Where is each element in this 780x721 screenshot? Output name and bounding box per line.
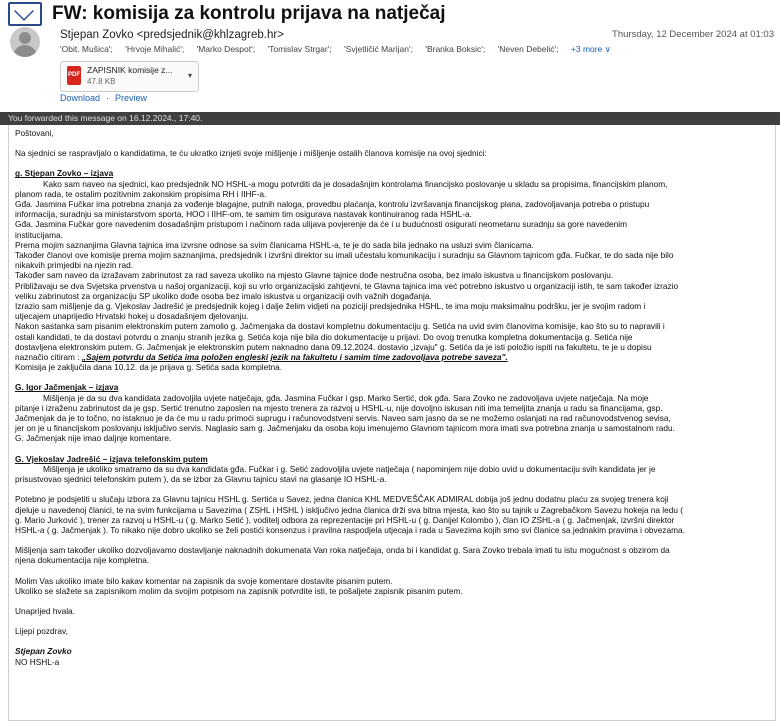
body-line: Mišljenja je ukoliko smatramo da su dva kandidata gđa. Fučkar i g. Setić zadovoljila uvjete natječaja ( napominjem nije dobio uvid u dokumentaciju svih kandidata jer je bbox=[43, 463, 656, 474]
message-header bbox=[0, 0, 780, 115]
body-line: Ukoliko se slažete sa zapisnikom molim da svojim potpisom na zapisnik potvrdite isti, te pošaljete zapisnik pisanim putem. bbox=[15, 585, 463, 596]
body-line: Nakon sastanka sam pisanim elektronskim putem zamolio g. Jačmenjaka da dostavi kompletnu dokumentaciju g. Setića na uvid svim članovima komisije, kao što su to napravili i bbox=[15, 321, 665, 332]
envelope-icon bbox=[8, 2, 42, 26]
forwarded-notice: You forwarded this message on 16.12.2024., 17:40. bbox=[0, 112, 780, 125]
body-line: Gđa. Jasmina Fučkar gore navedenim dosadašnjim pristupom i načinom rada ulijava povjerenje da će i u budućnosti osigurati neometanu suradnju sa gore navedenim bbox=[15, 219, 628, 230]
body-line: utjecajem unaprijedio Hrvatski hokej u dosadašnjem djelovanju. bbox=[15, 311, 249, 322]
section-heading: G. Igor Jačmenjak – izjava bbox=[15, 382, 119, 393]
body-line: Potebno je podsjetiti u slučaju izbora za Glavnu tajnicu HSHL g. Sertića u Savez, jedna članica KHL MEDVEŠČAK ADMIRAL dobija još jednu dodatnu plaću za svojeg trenera koji bbox=[15, 494, 669, 505]
body-line: veliku zabrinutost za organizaciju SP ukoliko dođe osoba bez imalo iskustva u organizaciji ovih važnih događanja. bbox=[15, 290, 432, 301]
recipient[interactable]: 'Branka Boksic'; bbox=[425, 44, 486, 54]
body-line: Jačmenjak da je to točno, no istaknuo je da će mu u radu primoći suprugu i računovodstveni servis. Naveo sam jasno da se ne možemo oslanjati na rad računovodstvenog sevisa, bbox=[15, 413, 671, 424]
body-line: Gđa. Jasmina Fučkar ima potrebna znanja za vođenje blagajne, putnih naloga, provedbu plaćanja, kontrolu izvršavanja financijskog plana, zadovoljavanja potreba o pristupu bbox=[15, 199, 650, 210]
sender-address[interactable]: Stjepan Zovko <predsjednik@khlzagreb.hr> bbox=[60, 29, 284, 41]
recipient[interactable]: 'Tomislav Strgar'; bbox=[267, 44, 332, 54]
body-line: Također članovi ove komisije prema mojim saznanjima, predsjednik i izvršni direktor su imali učestalu komunikaciju i suradnju sa Glavnom tajnicom gđa. Fučkar, te do sada nije bilo bbox=[15, 250, 674, 261]
recipient-list bbox=[60, 44, 621, 55]
attachment-name: ZAPISNIK komisije z... bbox=[87, 65, 173, 75]
more-recipients-link[interactable]: +3 more ∨ bbox=[570, 44, 611, 54]
body-line: G. Jačmenjak nije imao daljnje komentare. bbox=[15, 433, 172, 444]
body-line: Izrazio sam mišljenje da g. Vjekoslav Jadrešić je predsjednik kojeg i dalje želim vidjeti na poziciji predsjednika HSHL, te ima moju maksimalnu podršku, jer je svojim radom i bbox=[15, 301, 646, 312]
message-body bbox=[8, 125, 776, 721]
regards-line: Lijepi pozdrav, bbox=[15, 626, 68, 637]
body-line: ostali kandidati, te da dostavi potvrdu o znanju stranih jezika g. Setića koja nije bila dio dokumentacije u prijavi. Do ovog trenutka kompletna dokumentacija g. Setića nije bbox=[15, 331, 633, 342]
body-line: informacija, suradnju sa ministarstvom sporta, HOO i IIHF-om, te samim tim osigurava nastavak kontinuiranog rada HSHL-a. bbox=[15, 209, 472, 220]
body-line: prisustvovao sjednici telefonskim putem ), da se izbor za Glavnu tajnicu stavi na glasanje IO HSHL-a. bbox=[15, 474, 387, 485]
recipient[interactable]: 'Hrvoje Mihalić'; bbox=[125, 44, 185, 54]
attachment-actions bbox=[60, 93, 153, 103]
recipient[interactable]: 'Neven Debelić'; bbox=[497, 44, 559, 54]
body-line: nikakvih primjedbi na njezin rad. bbox=[15, 260, 134, 271]
body-line: Komisija je zaključila dana 10.12. da je prijava g. Setića sada kompletna. bbox=[15, 362, 283, 373]
body-line: g. Mario Jurković ), trener za razvoj u HSHL-u ( g. Marko Setić ), voditelj odbora za reprezentacije pri HSHL-u ( g. Danijel Kolombo ), član IO ZSHL-a ( g. Jačmenjak, izvršni direktor bbox=[15, 514, 675, 525]
section-heading: G. Vjekoslav Jadrešić – izjava telefonskim putem bbox=[15, 453, 208, 464]
section-heading: g. Stjepan Zovko – izjava bbox=[15, 168, 114, 179]
body-line: Mišljenja je da su dva kandidata zadovoljila uvjete natječaja, gđa. Jasmina Fučkar i gsp. Marko Sertić, dok gđa. Sara Zovko ne zadovoljava uvjete natječaja. Na moje bbox=[43, 392, 649, 403]
body-line: jer on je u financijskom poslovanju isključivo servis. Naglasio sam g. Jačmenjaku da osoba koju imenujemo Glavnom tajnicom mora imati sva potrebna znanja u samostalnom radu. bbox=[15, 423, 675, 434]
body-line: planom rada, te ostalim pozitivnim zakonskim propisima RH i IIHF-a. bbox=[15, 188, 267, 199]
quote-prefix: naznačio citiram : bbox=[15, 352, 82, 363]
avatar-shoulders bbox=[13, 45, 37, 57]
quoted-statement: „Sajem potvrdu da Setića ima položen engleski jezik na fakultetu i samim time zadovoljava potrebe saveza". bbox=[81, 352, 508, 363]
thanks-line: Unaprijed hvala. bbox=[15, 605, 75, 616]
quote-line bbox=[15, 352, 769, 362]
recipient[interactable]: 'Svjetličić Marijan'; bbox=[344, 44, 413, 54]
recipient[interactable]: 'Marko Despot'; bbox=[196, 44, 256, 54]
attachment-card[interactable] bbox=[60, 61, 199, 92]
pdf-icon: PDF bbox=[67, 66, 81, 85]
body-line: djeluje u navedenoj članici, te na svim funkcijama u Savezima ( ZSHL i HSHL ) isključivo jedna članica drži sva bitna mjesta, kao što su tajnik u Zagrebačkom Savezu hokeja na ledu ( bbox=[15, 504, 684, 515]
body-line: Također sam naveo da izražavam zabrinutost za rad saveza ukoliko na mjesto Glavne tajnice dođe nestručna osoba, bez imalo iskustva u financijskom poslovanju. bbox=[15, 270, 614, 281]
body-line: dostavljena elektronskim putem. G. Jačmenjak je elektronskim putem naknadno dana 09.12.2024. dostavio „izvaju" g. Setića da je isti položio ispiti na fakultetu, te je u dopisu bbox=[15, 341, 652, 352]
signature-name: Stjepan Zovko bbox=[15, 646, 72, 657]
body-line: Prema mojim saznanjima Glavna tajnica ima izvrsne odnose sa svim članicama HSHL-a, te je do sada bila jednako na usluzi svim članicama. bbox=[15, 239, 534, 250]
body-line: Približavaju se dva Svjetska prvenstva u našoj organizaciji, koji su vrlo organizacijski zahtjevni, te Glavna tajnica ima već potrebno iskustvo u organizaciji istih, te sam također izrazio bbox=[15, 280, 679, 291]
attachment-size: 47.8 KB bbox=[87, 77, 116, 86]
body-line: pitanje i izraženu zabrinutost da je gsp. Sertić trenutno zaposlen na mjesto trenera za razvoj u HSHL-u, nije dovoljno iskusan niti ima temeljita znanja u radu sa financijama, gsp. bbox=[15, 402, 663, 413]
message-date: Thursday, 12 December 2024 at 01:03 bbox=[612, 29, 774, 40]
preview-link[interactable]: Preview bbox=[115, 93, 148, 103]
avatar-head bbox=[19, 32, 31, 44]
body-line: institucijama. bbox=[15, 229, 63, 240]
body-line: Mišljenja sam također ukoliko dozvoljavamo dostavljanje naknadnih dokumenata Van roka natječaja, onda bi i kandidat g. Sara Zovko trebala imati tu istu mogućnost s obzirom da bbox=[15, 545, 670, 556]
intro-paragraph: Na sjednici se raspravljalo o kandidatima, te ću ukratko iznjeti svoje mišljenje i mišljenje ostalih članova komisije na ovoj sjednici: bbox=[15, 148, 487, 159]
sender-avatar[interactable] bbox=[10, 27, 40, 57]
body-line: HSHL-a ( g. Jačmenjak ). To nikako nije dobro ukoliko se želi postići konsenzus i pravilna raspodjela utjecaja i rada u Savezima kojih smo svi članice sa jednakim pravima i obvezama. bbox=[15, 524, 685, 535]
subject-row bbox=[8, 2, 445, 26]
action-separator: · bbox=[106, 93, 110, 103]
body-line: Kako sam naveo na sjednici, kao predsjednik NO HSHL-a mogu potvrditi da je dosadašnjim kontrolama financijsko poslovanje u skladu sa propisima, financijskim planom, bbox=[43, 178, 668, 189]
message-subject: FW: komisija za kontrolu prijava na natječaj bbox=[52, 3, 446, 24]
body-line: njena dokumentacija nije kompletna. bbox=[15, 555, 150, 566]
greeting: Poštovani, bbox=[15, 128, 54, 138]
download-link[interactable]: Download bbox=[60, 93, 101, 103]
body-line: Molim Vas ukoliko imate bilo kakav komentar na zapisnik da svoje komentare dostavite pisanim putem. bbox=[15, 575, 393, 586]
recipient[interactable]: 'Obit. Mušica'; bbox=[60, 44, 113, 54]
signature-org: NO HSHL-a bbox=[15, 656, 60, 667]
chevron-down-icon[interactable]: ▾ bbox=[187, 71, 192, 80]
